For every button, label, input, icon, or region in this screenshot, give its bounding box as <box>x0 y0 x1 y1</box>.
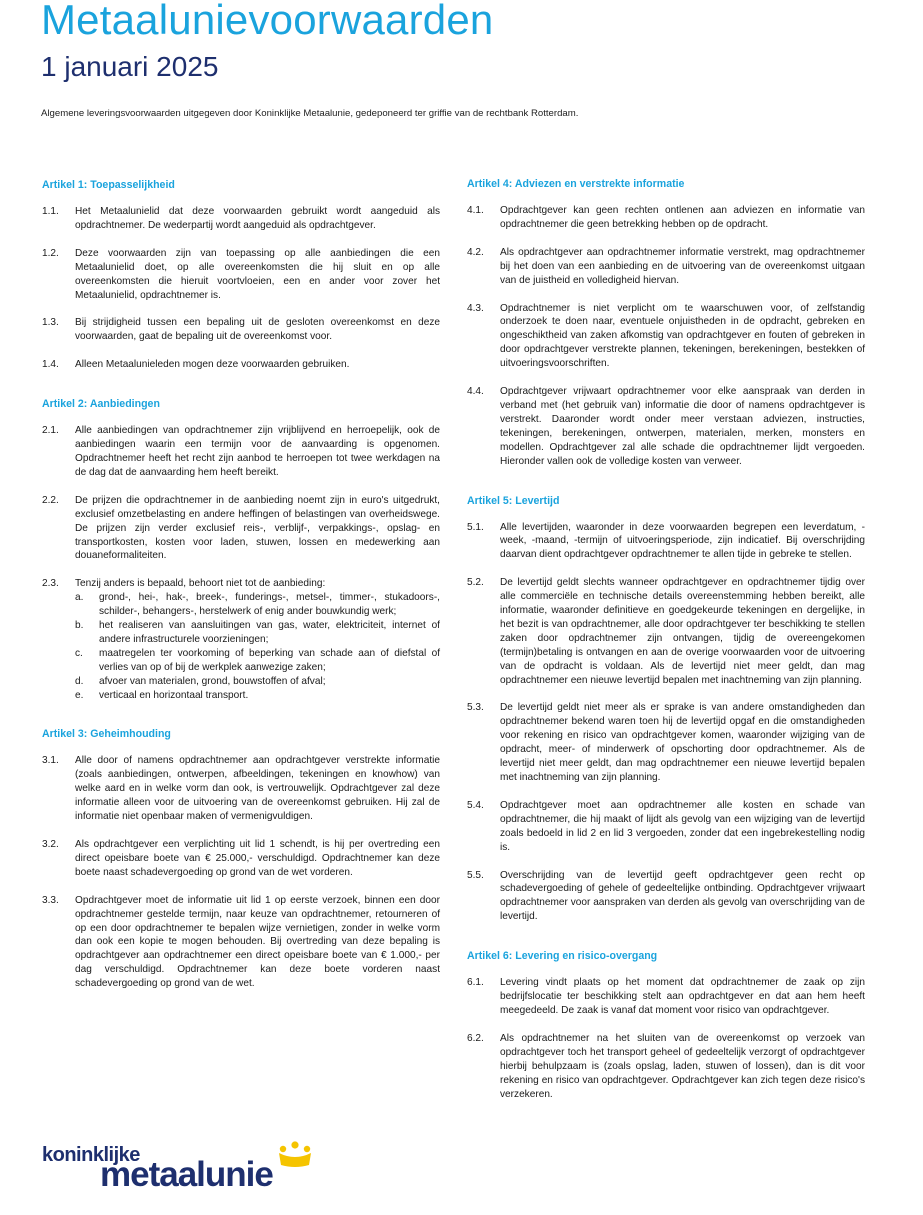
clause-text: De levertijd geldt slechts wanneer opdrachtgever en opdrachtnemer tijdig over alle commerciële en technische details overeenstemming hebben bereikt, alle informatie, waaronder definitieve en goedgekeurde tekeningen en dergelijke, in het bezit is van opdrachtnemer, alle door opdrachtgever ter beschikking te stellen zaken door opdrachtnemer zijn ontvangen, tijdig de overeengekomen (termijn)betaling is ontvangen en aan de overige voorwaarden voor de uitvoering van de opdracht is voldaan. Als de levertijd niet meer geldt, dan mag opdrachtnemer een nieuwe levertijd bepalen met inachtneming van zijn planning. <box>500 577 865 686</box>
sub-item-text: maatregelen ter voorkoming of beperking van schade aan of diefstal of verlies van op of bij de werkplek aanwezige zaken; <box>99 647 440 673</box>
clause-number: 5.1. <box>467 521 484 533</box>
clause <box>467 976 865 1018</box>
sub-item-letter: b. <box>75 620 84 632</box>
clause-body <box>500 385 865 468</box>
clause-body <box>500 576 865 687</box>
clause-text: Het Metaalunielid dat deze voorwaarden gebruikt wordt aangeduid als opdrachtnemer. De wederpartij wordt aangeduid als opdrachtgever. <box>75 206 440 231</box>
sub-item <box>75 619 440 647</box>
clause <box>467 1032 865 1102</box>
left-column <box>42 179 440 1017</box>
clause-text: Bij strijdigheid tussen een bepaling uit de gesloten overeenkomst en deze voorwaarden, gaat de bepaling uit de overeenkomst voor. <box>75 317 440 343</box>
clause-number: 4.2. <box>467 246 484 258</box>
clause-body <box>75 754 440 824</box>
intro-text: Algemene leveringsvoorwaarden uitgegeven door Koninklijke Metaalunie, gedeponeerd ter griffie van de rechtbank Rotterdam. <box>41 108 579 119</box>
clause-number: 4.4. <box>467 386 484 398</box>
article-title: Artikel 2: Aanbiedingen <box>42 398 160 411</box>
clause-body <box>500 246 865 288</box>
clause <box>42 754 440 824</box>
clause-text: Tenzij anders is bepaald, behoort niet tot de aanbieding: <box>75 578 326 590</box>
article-title: Artikel 3: Geheimhouding <box>42 728 171 741</box>
document-date: 1 januari 2025 <box>41 51 219 82</box>
article <box>467 178 865 469</box>
clause-text: Alleen Metaalunieleden mogen deze voorwaarden gebruiken. <box>75 359 350 371</box>
clause <box>42 894 440 991</box>
clause-text: Alle levertijden, waaronder in deze voorwaarden begrepen een leverdatum, -week, -maand, -termijn of uitvoeringsperiode, zijn indicatief. Bij overschrijding daarvan dient opdrachtgever opdrachtnemer te allen tijde in gebreke te stellen. <box>500 521 865 561</box>
clause-text: Opdrachtgever kan geen rechten ontlenen aan adviezen en informatie van opdrachtnemer die geen betrekking hebben op de opdracht. <box>500 205 865 230</box>
clause-number: 3.2. <box>42 839 59 850</box>
clause-number: 1.3. <box>42 317 59 329</box>
clause-number: 6.1. <box>467 977 484 989</box>
sub-item-letter: c. <box>75 647 83 659</box>
sub-item <box>75 689 440 703</box>
clause <box>42 494 440 564</box>
logo-line-1: koninklijke <box>42 1144 140 1166</box>
article-title: Artikel 5: Levertijd <box>467 494 560 507</box>
clause-body <box>75 838 440 880</box>
clause-number: 5.4. <box>467 799 484 811</box>
clause-text: De levertijd geldt niet meer als er sprake is van andere omstandigheden dan opdrachtnemer bekend waren toen hij de levertijd opgaf en die omstandigheden voor rekening en risico van opdrachtgever komen, waaronder wijziging van de opdracht, meer- of minderwerk of opschorting door opdrachtnemer. Als de levertijd niet meer geldt, dan mag opdrachtnemer een nieuwe levertijd bepalen met inachtneming van zijn planning. <box>500 702 865 783</box>
clause-number: 2.2. <box>42 494 59 506</box>
clause <box>42 838 440 880</box>
clause-text: Deze voorwaarden zijn van toepassing op alle aanbiedingen die een Metaalunielid doet, op alle overeenkomsten die hij sluit en op alle overeenkomsten die hieruit voortvloeien, een en ander voor zover het Metaalunielid, opdrachtnemer is. <box>75 247 440 301</box>
clause-body <box>75 894 440 991</box>
clause-text: De prijzen die opdrachtnemer in de aanbieding noemt zijn in euro's uitgedrukt, exclusief omzetbelasting en andere heffingen of belastingen van overheidswege. De prijzen zijn verder exclusief reis-, verblijf-, verpakkings-, opslag- en transportkosten, kosten voor laden, stuwen, lossen en medewerking aan douaneformaliteiten. <box>75 494 440 562</box>
article-title: Artikel 4: Adviezen en verstrekte informatie <box>467 178 685 190</box>
sub-item-text: verticaal en horizontaal transport. <box>99 689 249 701</box>
clause <box>42 358 440 372</box>
sub-item-letter: e. <box>75 689 84 701</box>
article <box>42 398 440 702</box>
clause-text: Overschrijding van de levertijd geeft opdrachtgever geen recht op schadevergoeding of gehele of gedeeltelijke ontbinding. Opdrachtgever vrijwaart opdrachtnemer voor aanspraken van derden als gevolg van overschrijding van de levertijd. <box>500 869 865 923</box>
sub-item <box>75 591 440 619</box>
clause-body <box>75 205 440 233</box>
clause-text: Alle door of namens opdrachtnemer aan opdrachtgever verstrekte informatie (zoals aanbiedingen, ontwerpen, afbeeldingen, tekeningen en knowhow) van welke aard en in welke vorm dan ook, is vertrouwelijk. Opdrachtgever zal deze informatie alleen voor de uitvoering van de overeenkomst gebruiken. Hij zal de informatie niet openbaar maken of vermenigvuldigen. <box>75 755 440 823</box>
article <box>42 728 440 991</box>
article-title: Artikel 1: Toepasselijkheid <box>42 179 175 191</box>
clause <box>42 424 440 480</box>
clause-body <box>500 799 865 855</box>
document-title: Metaalunievoorwaarden <box>41 0 494 43</box>
sub-item-letter: d. <box>75 675 84 687</box>
sub-item-letter: a. <box>75 592 84 604</box>
clause-body <box>75 577 440 702</box>
clause-number: 2.3. <box>42 578 59 590</box>
clause-body <box>500 976 865 1018</box>
sub-item-text: het realiseren van aansluitingen van gas, water, elektriciteit, internet of andere infrastructurele voorzieningen; <box>99 620 440 645</box>
clause-number: 5.5. <box>467 869 484 881</box>
clause-text: Opdrachtgever moet de informatie uit lid 1 op eerste verzoek, binnen een door opdrachtnemer gestelde termijn, naar keuze van opdrachtnemer, retourneren of op een door opdrachtnemer te bepalen wijze vernietigen, zonder in welke vorm dan ook een kopie te mogen behouden. Bij overtreding van deze bepaling is opdrachtgever aan opdrachtnemer een direct opeisbare boete van € 1.000,- per dag verschuldigd. Opdrachtnemer kan deze boete vorderen naast schadevergoeding op grond van de wet. <box>75 894 440 990</box>
clause-number: 2.1. <box>42 425 59 437</box>
clause <box>42 247 440 303</box>
clause-body <box>75 316 440 344</box>
sub-item <box>75 647 440 675</box>
clause-number: 4.3. <box>467 302 484 314</box>
metaalunie-logo <box>42 1140 332 1200</box>
clause-text: Als opdrachtnemer na het sluiten van de overeenkomst op verzoek van opdrachtgever toch het transport geheel of gedeeltelijk verzorgt of opdrachtgever hierbij behulpzaam is (zoals opslag, laden, stuwen of lossen), dan is dit voor rekening en risico van opdrachtgever. Opdrachtgever kan zich tegen deze risico's verzekeren. <box>500 1032 865 1100</box>
article <box>42 179 440 372</box>
clause-text: Opdrachtnemer is niet verplicht om te waarschuwen voor, of zelfstandig onderzoek te doen naar, eventuele onjuistheden in de opdracht, gebreken en ongeschiktheid van zaken afkomstig van opdrachtgever en fouten of gebreken in door opdrachtgever verstrekte plannen, tekeningen, berekeningen, bestekken of uitvoeringsvoorschriften. <box>500 302 865 370</box>
clause-text: Alle aanbiedingen van opdrachtnemer zijn vrijblijvend en herroepelijk, ook de aanbiedingen waarin een termijn voor de aanvaarding is opgenomen. Opdrachtnemer heeft het recht zijn aanbod te herroepen tot twee werkdagen na de dag dat de aanvaarding hem heeft bereikt. <box>75 425 440 478</box>
sub-item-text: afvoer van materialen, grond, bouwstoffen of afval; <box>99 675 326 687</box>
clause-text: Als opdrachtgever aan opdrachtnemer informatie verstrekt, mag opdrachtnemer bij het doen van een aanbieding en de uitvoering van de overeenkomst uitgaan van de juistheid en volledigheid hiervan. <box>500 246 865 286</box>
clause-body <box>75 494 440 564</box>
clause-body <box>500 204 865 232</box>
clause <box>467 701 865 784</box>
article-title: Artikel 6: Levering en risico-overgang <box>467 950 658 963</box>
clause <box>467 869 865 925</box>
clause <box>467 521 865 563</box>
clause-body <box>500 302 865 372</box>
clause-number: 4.1. <box>467 205 484 216</box>
clause-body <box>75 424 440 480</box>
clause <box>467 246 865 288</box>
sub-item-text: grond-, hei-, hak-, breek-, funderings-, metsel-, timmer-, stukadoors-, schilder-, behangers-, herstelwerk of enig ander bouwkundig werk; <box>99 592 440 618</box>
clause-number: 6.2. <box>467 1032 484 1044</box>
clause-text: Opdrachtgever vrijwaart opdrachtnemer voor elke aanspraak van derden in verband met (het gebruik van) informatie die door of namens opdrachtgever is verstrekt. Daaronder wordt onder meer verstaan adviezen, instructies, tekeningen, berekeningen, ontwerpen, materialen, merken, monsters en modellen. Opdrachtgever zal alle schade die opdrachtnemer lijdt vergoeden. Hieronder vallen ook de volledige kosten van verweer. <box>500 386 865 467</box>
clause-text: Opdrachtgever moet aan opdrachtnemer alle kosten en schade van opdrachtnemer, die hij maakt of lijdt als gevolg van een wijziging van de levertijd zoals bedoeld in lid 2 en lid 3 vergoeden, zonder dat een ingebrekestelling nodig is. <box>500 799 865 853</box>
clause-number: 1.4. <box>42 359 59 371</box>
clause-body <box>500 701 865 784</box>
sub-item <box>75 675 440 689</box>
clause-number: 1.2. <box>42 247 59 259</box>
clause-text: Levering vindt plaats op het moment dat opdrachtnemer de zaak op zijn bedrijfslocatie ter beschikking stelt aan opdrachtgever en dat aan hem heeft meegedeeld. De zaak is vanaf dat moment voor risico van opdrachtgever. <box>500 977 865 1016</box>
logo-line-2: metaalunie <box>100 1155 273 1194</box>
clause-number: 5.2. <box>467 577 484 589</box>
clause-number: 1.1. <box>42 206 59 217</box>
clause <box>467 302 865 372</box>
clause-number: 3.1. <box>42 755 59 767</box>
clause-body <box>75 358 440 372</box>
clause-body <box>500 521 865 563</box>
clause <box>467 576 865 687</box>
clause-body <box>500 1032 865 1102</box>
clause <box>467 799 865 855</box>
clause <box>42 316 440 344</box>
crown-icon <box>276 1141 314 1171</box>
clause-text: Als opdrachtgever een verplichting uit lid 1 schendt, is hij per overtreding een direct opeisbare boete van € 25.000,- verschuldigd. Opdrachtnemer kan deze boete naast schadevergoeding op grond van de wet vorderen. <box>75 839 440 878</box>
clause <box>467 204 865 232</box>
article <box>467 950 865 1101</box>
clause <box>467 385 865 468</box>
clause-body <box>75 247 440 303</box>
clause-number: 5.3. <box>467 702 484 714</box>
clause <box>42 577 440 702</box>
article <box>467 495 865 925</box>
clause <box>42 205 440 233</box>
clause-number: 3.3. <box>42 894 59 906</box>
right-column <box>467 178 865 1127</box>
clause-body <box>500 869 865 925</box>
